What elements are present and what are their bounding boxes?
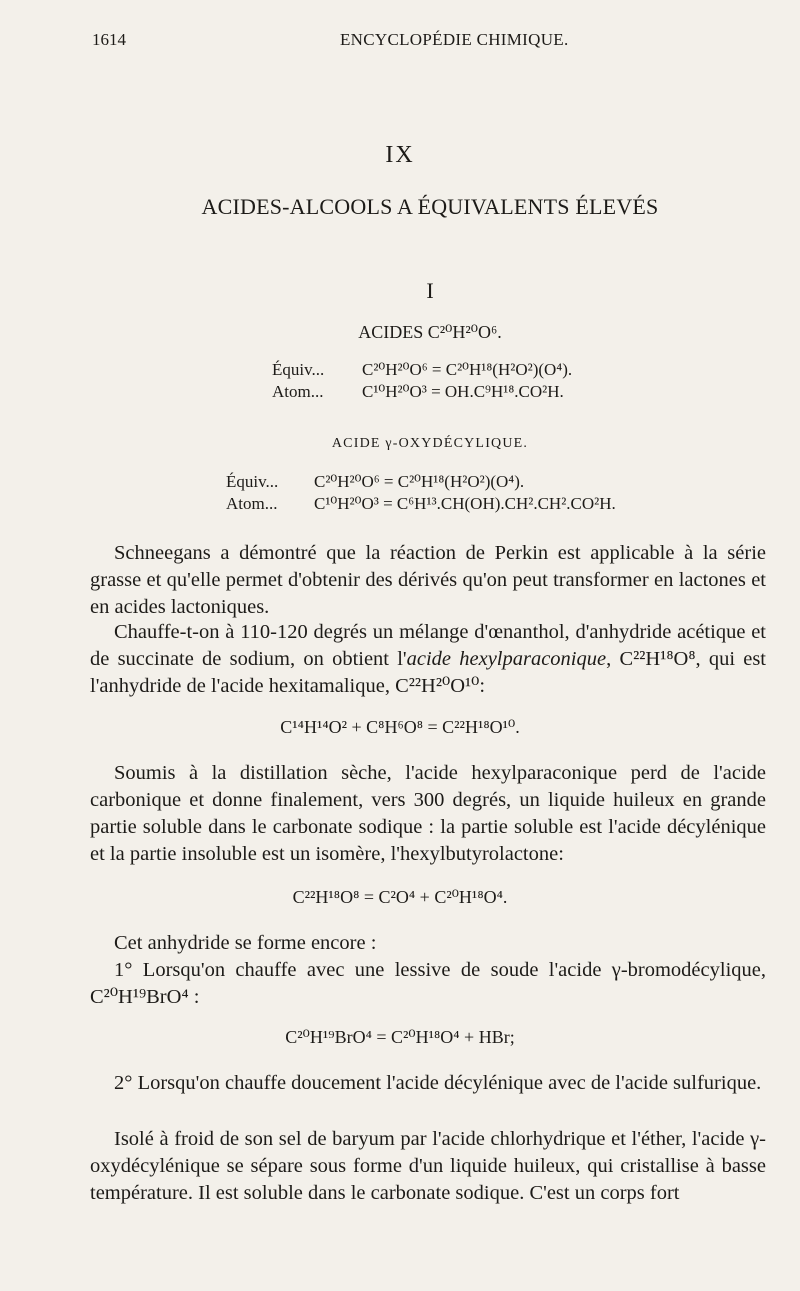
paragraph-text: Chauffe-t-on à 110-120 degrés un mélange d'œnanthol, d'anhydride acétique et de succinate de sodium, on obtient l' [90, 621, 766, 670]
chapter-numeral: IX [385, 142, 415, 168]
section-numeral: I [426, 278, 434, 303]
paragraph-text: , C²²H¹⁸O⁸, qui est l'anhydride de l'acide hexitamalique, C²²H²⁰O¹⁰: [90, 648, 767, 697]
italic-term: acide hexylparaconique [406, 648, 607, 670]
equation-1: C¹⁴H¹⁴O² + C⁸H⁶O⁸ = C²²H¹⁸O¹⁰. [280, 717, 520, 737]
equation-2: C²²H¹⁸O⁸ = C²O⁴ + C²⁰H¹⁸O⁴. [292, 887, 508, 907]
oxydecylique-heading: ACIDE γ-OXYDÉCYLIQUE. [331, 436, 529, 451]
paragraph-anhydride [90, 930, 766, 957]
paragraph-text: Soumis à la distillation sèche, l'acide hexylparaconique perd de l'acide carbonique et donne finalement, vers 300 degrés, un liquide huileux en grande partie soluble dans le carbonate sodique : la partie soluble est l'acide décylénique et la partie insoluble est un isomère, l'hexylbutyrolactone: [90, 762, 766, 865]
acides-atom-row [272, 382, 564, 402]
oxy-equiv-row [226, 472, 524, 492]
atom-formula: C¹⁰H²⁰O³ = OH.C⁹H¹⁸.CO²H. [362, 382, 564, 401]
acides-equiv-row [272, 360, 572, 380]
paragraph-first-method [90, 957, 766, 1011]
paragraph-isolation [90, 1126, 766, 1207]
paragraph-text: Cet anhydride se forme encore : [114, 932, 377, 954]
paragraph-text: Isolé à froid de son sel de baryum par l'acide chlorhydrique et l'éther, l'acide γ-oxydécylénique se sépare sous forme d'un liquide huileux, qui cristallise à basse température. Il est soluble dans le carbonate sodique. C'est un corps fort [90, 1128, 766, 1204]
acides-heading: ACIDES C²⁰H²⁰O⁶. [358, 322, 502, 342]
chapter-title: ACIDES-ALCOOLS A ÉQUIVALENTS ÉLEVÉS [201, 194, 659, 219]
paragraph-text: 2° Lorsqu'on chauffe doucement l'acide décylénique avec de l'acide sulfurique. [114, 1072, 762, 1094]
paragraph-second-method [90, 1070, 766, 1097]
equiv-label: Équiv... [272, 360, 325, 379]
equiv-label: Équiv... [226, 472, 279, 491]
paragraph-oenanthol [90, 619, 766, 700]
paragraph-distillation [90, 760, 766, 868]
running-header [92, 30, 768, 54]
paragraph-text: Schneegans a démontré que la réaction de Perkin est applicable à la série grasse et qu'elle permet d'obtenir des dérivés qu'on peut transformer en lactones et en acides lactoniques. [90, 542, 766, 618]
equiv-formula: C²⁰H²⁰O⁶ = C²⁰H¹⁸(H²O²)(O⁴). [314, 472, 525, 491]
paragraph-text: 1° Lorsqu'on chauffe avec une lessive de soude l'acide γ-bromodécylique, C²⁰H¹⁹BrO⁴ : [90, 959, 766, 1008]
equation-3: C²⁰H¹⁹BrO⁴ = C²⁰H¹⁸O⁴ + HBr; [285, 1027, 515, 1047]
atom-label: Atom... [226, 494, 278, 513]
running-title: ENCYCLOPÉDIE CHIMIQUE. [340, 30, 569, 49]
atom-formula: C¹⁰H²⁰O³ = C⁶H¹³.CH(OH).CH².CH².CO²H. [314, 494, 616, 513]
paragraph-perkin [90, 540, 766, 621]
equiv-formula: C²⁰H²⁰O⁶ = C²⁰H¹⁸(H²O²)(O⁴). [362, 360, 573, 379]
atom-label: Atom... [272, 382, 324, 401]
oxy-atom-row [226, 494, 616, 514]
page-number: 1614 [92, 30, 126, 49]
